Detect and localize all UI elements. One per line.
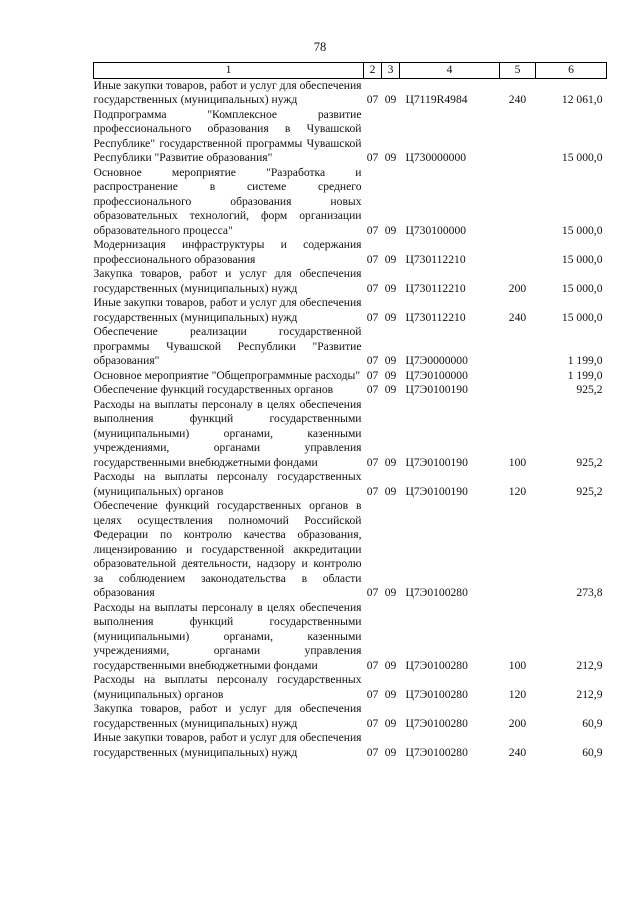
- row-description: Иные закупки товаров, работ и услуг для обеспечения государственных (муниципальных) нужд: [93, 78, 362, 106]
- table-row: [94, 325, 607, 369]
- row-subsection: 09: [384, 383, 397, 396]
- row-target-code: Ц730112210: [405, 281, 466, 295]
- row-expense-type: 120: [508, 484, 527, 498]
- row-amount: 60,9: [582, 716, 603, 730]
- budget-table: [93, 62, 607, 760]
- row-amount: 925,2: [576, 484, 603, 498]
- row-expense-type: [500, 325, 536, 369]
- row-description: Основное мероприятие "Общепрограммные расходы": [93, 368, 361, 382]
- table-row: [94, 238, 607, 267]
- table-row: [94, 470, 607, 499]
- row-section: 07: [366, 93, 379, 106]
- row-expense-type: 200: [508, 281, 527, 295]
- row-subsection: 09: [384, 93, 397, 106]
- row-expense-type: 120: [508, 687, 527, 701]
- header-col-6: 6: [536, 63, 607, 79]
- row-target-code: Ц7Э0100190: [405, 484, 468, 498]
- row-subsection: 09: [384, 658, 397, 672]
- row-target-code: Ц7Э0100280: [405, 687, 468, 701]
- row-target-code: Ц7Э0100000: [405, 368, 468, 382]
- row-expense-type: [500, 499, 536, 601]
- table-row: [94, 398, 607, 471]
- row-subsection: 09: [384, 745, 397, 759]
- table-row: [94, 499, 607, 601]
- row-description: Расходы на выплаты персоналу в целях обеспечения выполнения функций государственными (муниципальными) органами, казенными учреждениями, органами управления государственными внебюджетными фондами: [93, 397, 362, 469]
- row-subsection: 09: [384, 310, 397, 324]
- row-target-code: Ц7Э0100280: [405, 586, 468, 599]
- row-section: 07: [366, 252, 379, 266]
- row-amount: 15 000,0: [561, 252, 603, 266]
- row-section: 07: [366, 716, 379, 730]
- header-col-4: 4: [400, 63, 500, 79]
- row-amount: 273,8: [576, 586, 603, 599]
- row-amount: 212,9: [576, 687, 603, 701]
- row-section: 07: [366, 586, 379, 599]
- row-subsection: 09: [384, 484, 397, 498]
- row-section: 07: [366, 281, 379, 295]
- row-amount: 212,9: [576, 658, 603, 672]
- row-description: Расходы на выплаты персоналу государственных (муниципальных) органов: [93, 470, 362, 498]
- row-subsection: 09: [384, 151, 397, 164]
- row-amount: 60,9: [582, 745, 603, 759]
- row-subsection: 09: [384, 687, 397, 701]
- row-expense-type: 240: [508, 93, 527, 106]
- row-subsection: 09: [384, 354, 397, 367]
- row-expense-type: [500, 166, 536, 239]
- row-target-code: Ц7119R4984: [405, 93, 468, 106]
- row-section: 07: [366, 687, 379, 701]
- row-subsection: 09: [384, 586, 397, 599]
- row-target-code: Ц7Э0000000: [405, 354, 468, 367]
- table-row: [94, 267, 607, 296]
- row-target-code: Ц7Э0100280: [405, 716, 468, 730]
- row-amount: 925,2: [576, 455, 603, 469]
- row-section: 07: [366, 658, 379, 672]
- row-description: Расходы на выплаты персоналу в целях обеспечения выполнения функций государственными (муниципальными) органами, казенными учреждениями, органами управления государственными внебюджетными фондами: [93, 600, 362, 672]
- row-description: Иные закупки товаров, работ и услуг для обеспечения государственных (муниципальных) нужд: [93, 296, 362, 324]
- row-amount: 15 000,0: [561, 151, 603, 164]
- row-expense-type: [500, 369, 536, 384]
- table-row: [94, 108, 607, 166]
- row-target-code: Ц730112210: [405, 310, 466, 324]
- row-section: 07: [366, 745, 379, 759]
- row-description: Обеспечение реализации государственной программы Чувашской Республики "Развитие образования": [93, 325, 362, 367]
- row-description: Модернизация инфраструктуры и содержания профессионального образования: [93, 238, 362, 266]
- row-section: 07: [366, 484, 379, 498]
- row-expense-type: 240: [508, 310, 527, 324]
- row-subsection: 09: [384, 455, 397, 469]
- row-description: Закупка товаров, работ и услуг для обеспечения государственных (муниципальных) нужд: [93, 702, 362, 730]
- row-section: 07: [366, 354, 379, 367]
- row-subsection: 09: [384, 223, 397, 237]
- table-row: [94, 369, 607, 384]
- row-section: 07: [366, 455, 379, 469]
- header-col-1: 1: [94, 63, 364, 79]
- row-target-code: Ц730112210: [405, 252, 466, 266]
- row-description: Расходы на выплаты персоналу государственных (муниципальных) органов: [93, 673, 362, 701]
- table-row: [94, 731, 607, 760]
- row-description: Основное мероприятие "Разработка и распространение в системе среднего профессионального образования новых образовательных технологий, форм организации образовательного процесса": [93, 165, 362, 237]
- row-target-code: Ц7Э0100280: [405, 658, 468, 672]
- row-target-code: Ц7Э0100190: [405, 383, 468, 396]
- row-amount: 1 199,0: [567, 354, 603, 367]
- row-description: Иные закупки товаров, работ и услуг для обеспечения государственных (муниципальных) нужд: [93, 731, 362, 759]
- row-section: 07: [366, 383, 379, 396]
- table-row: [94, 383, 607, 398]
- row-expense-type: [500, 238, 536, 267]
- row-amount: 1 199,0: [567, 368, 603, 382]
- row-expense-type: 200: [508, 716, 527, 730]
- row-description: Закупка товаров, работ и услуг для обеспечения государственных (муниципальных) нужд: [93, 267, 362, 295]
- header-col-3: 3: [382, 63, 400, 79]
- table-row: [94, 166, 607, 239]
- row-subsection: 09: [384, 252, 397, 266]
- row-section: 07: [366, 223, 379, 237]
- row-section: 07: [366, 368, 379, 382]
- row-amount: 15 000,0: [561, 281, 603, 295]
- table-header-row: [94, 63, 607, 79]
- row-expense-type: 240: [508, 745, 527, 759]
- row-target-code: Ц7Э0100280: [405, 745, 468, 759]
- table-row: [94, 702, 607, 731]
- row-description: Подпрограмма "Комплексное развитие профессионального образования в Чувашской Республике" государственной программы Чувашской Республики "Развитие образования": [93, 107, 362, 164]
- row-subsection: 09: [384, 716, 397, 730]
- table-row: [94, 601, 607, 674]
- row-expense-type: [500, 383, 536, 398]
- row-amount: 12 061,0: [561, 93, 603, 106]
- row-target-code: Ц730000000: [405, 151, 467, 164]
- row-subsection: 09: [384, 368, 397, 382]
- row-description: Обеспечение функций государственных органов: [93, 383, 334, 396]
- row-expense-type: [500, 108, 536, 166]
- row-expense-type: 100: [508, 455, 527, 469]
- table-row: [94, 78, 607, 108]
- row-expense-type: 100: [508, 658, 527, 672]
- row-section: 07: [366, 310, 379, 324]
- page-number: 78: [313, 40, 327, 54]
- table-row: [94, 296, 607, 325]
- row-amount: 15 000,0: [561, 223, 603, 237]
- row-amount: 15 000,0: [561, 310, 603, 324]
- row-description: Обеспечение функций государственных органов в целях осуществления полномочий Российской Федерации по контролю качества образования, лицензированию и государственной аккредитации образовательной деятельности, надзору и контролю за соблюдением законодательства в области образования: [93, 499, 362, 599]
- row-target-code: Ц7Э0100190: [405, 455, 468, 469]
- row-section: 07: [366, 151, 379, 164]
- row-amount: 925,2: [576, 383, 603, 396]
- header-col-5: 5: [500, 63, 536, 79]
- row-subsection: 09: [384, 281, 397, 295]
- row-target-code: Ц730100000: [405, 223, 467, 237]
- header-col-2: 2: [364, 63, 382, 79]
- table-row: [94, 673, 607, 702]
